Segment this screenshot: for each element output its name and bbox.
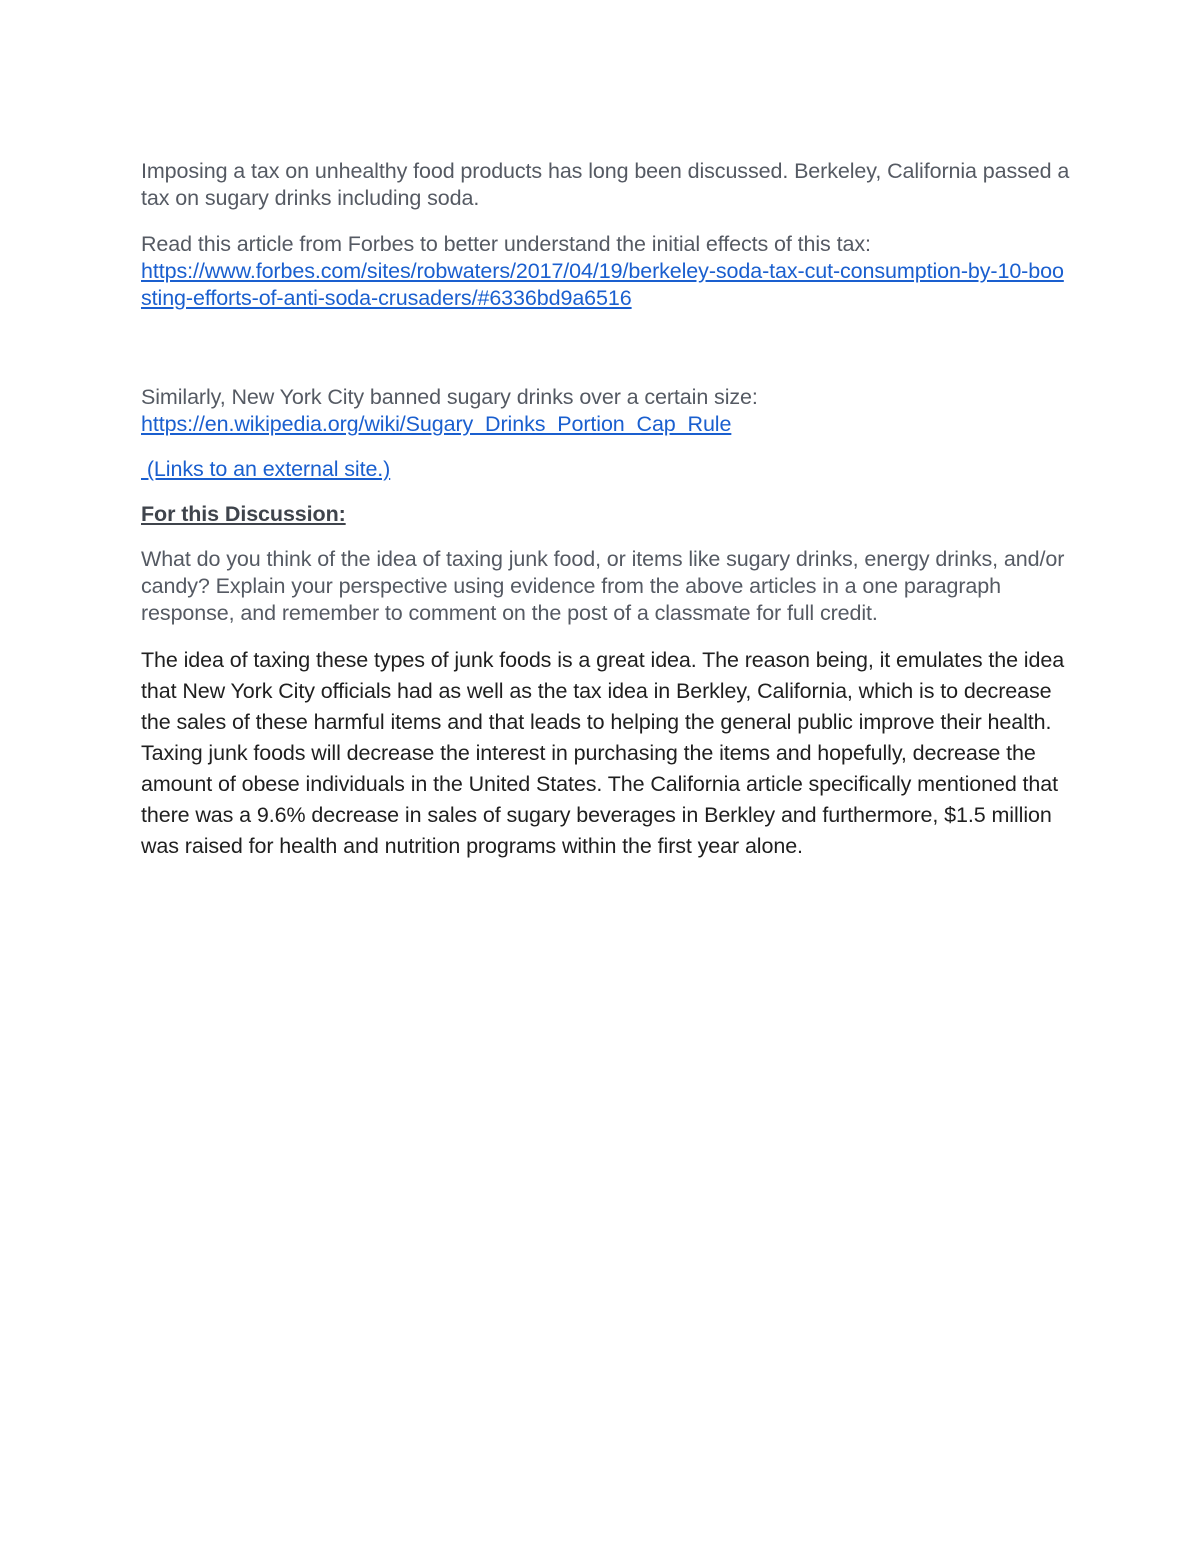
- student-response: The idea of taxing these types of junk foods is a great idea. The reason being, it emulates the idea that New York City officials had as well as the tax idea in Berkley, California, which is to decrease the sales of these harmful items and that leads to helping the general public improve their health. Taxing junk foods will decrease the interest in purchasing the items and hopefully, decrease the amount of obese individuals in the United States. The California article specifically mentioned that there was a 9.6% decrease in sales of sugary beverages in Berkley and furthermore, $1.5 million was raised for health and nutrition programs within the first year alone.: [141, 648, 1065, 858]
- discussion-prompt: What do you think of the idea of taxing junk food, or items like sugary drinks, energy drinks, and/or candy? Explain your perspective using evidence from the above articles in a one paragraph response, and remember to comment on the post of a classmate for full credit.: [141, 547, 1065, 625]
- external-site-link[interactable]: (Links to an external site.): [141, 457, 391, 481]
- forbes-paragraph: [141, 231, 1071, 312]
- nyc-paragraph: [141, 384, 1071, 438]
- forbes-lead-text: Read this article from Forbes to better understand the initial effects of this tax:: [141, 232, 871, 256]
- intro-paragraph: Imposing a tax on unhealthy food products has long been discussed. Berkeley, California passed a tax on sugary drinks including soda.: [141, 159, 1070, 210]
- wikipedia-article-link[interactable]: https://en.wikipedia.org/wiki/Sugary_Drinks_Portion_Cap_Rule: [141, 412, 732, 436]
- blank-space: [141, 312, 1071, 384]
- discussion-heading: For this Discussion:: [141, 502, 346, 526]
- document-body: [141, 158, 1071, 862]
- nyc-lead-text: Similarly, New York City banned sugary drinks over a certain size:: [141, 385, 758, 409]
- forbes-article-link[interactable]: https://www.forbes.com/sites/robwaters/2017/04/19/berkeley-soda-tax-cut-consumption-by-10-boosting-efforts-of-anti-soda-crusaders/#6336bd9a6516: [141, 259, 1064, 310]
